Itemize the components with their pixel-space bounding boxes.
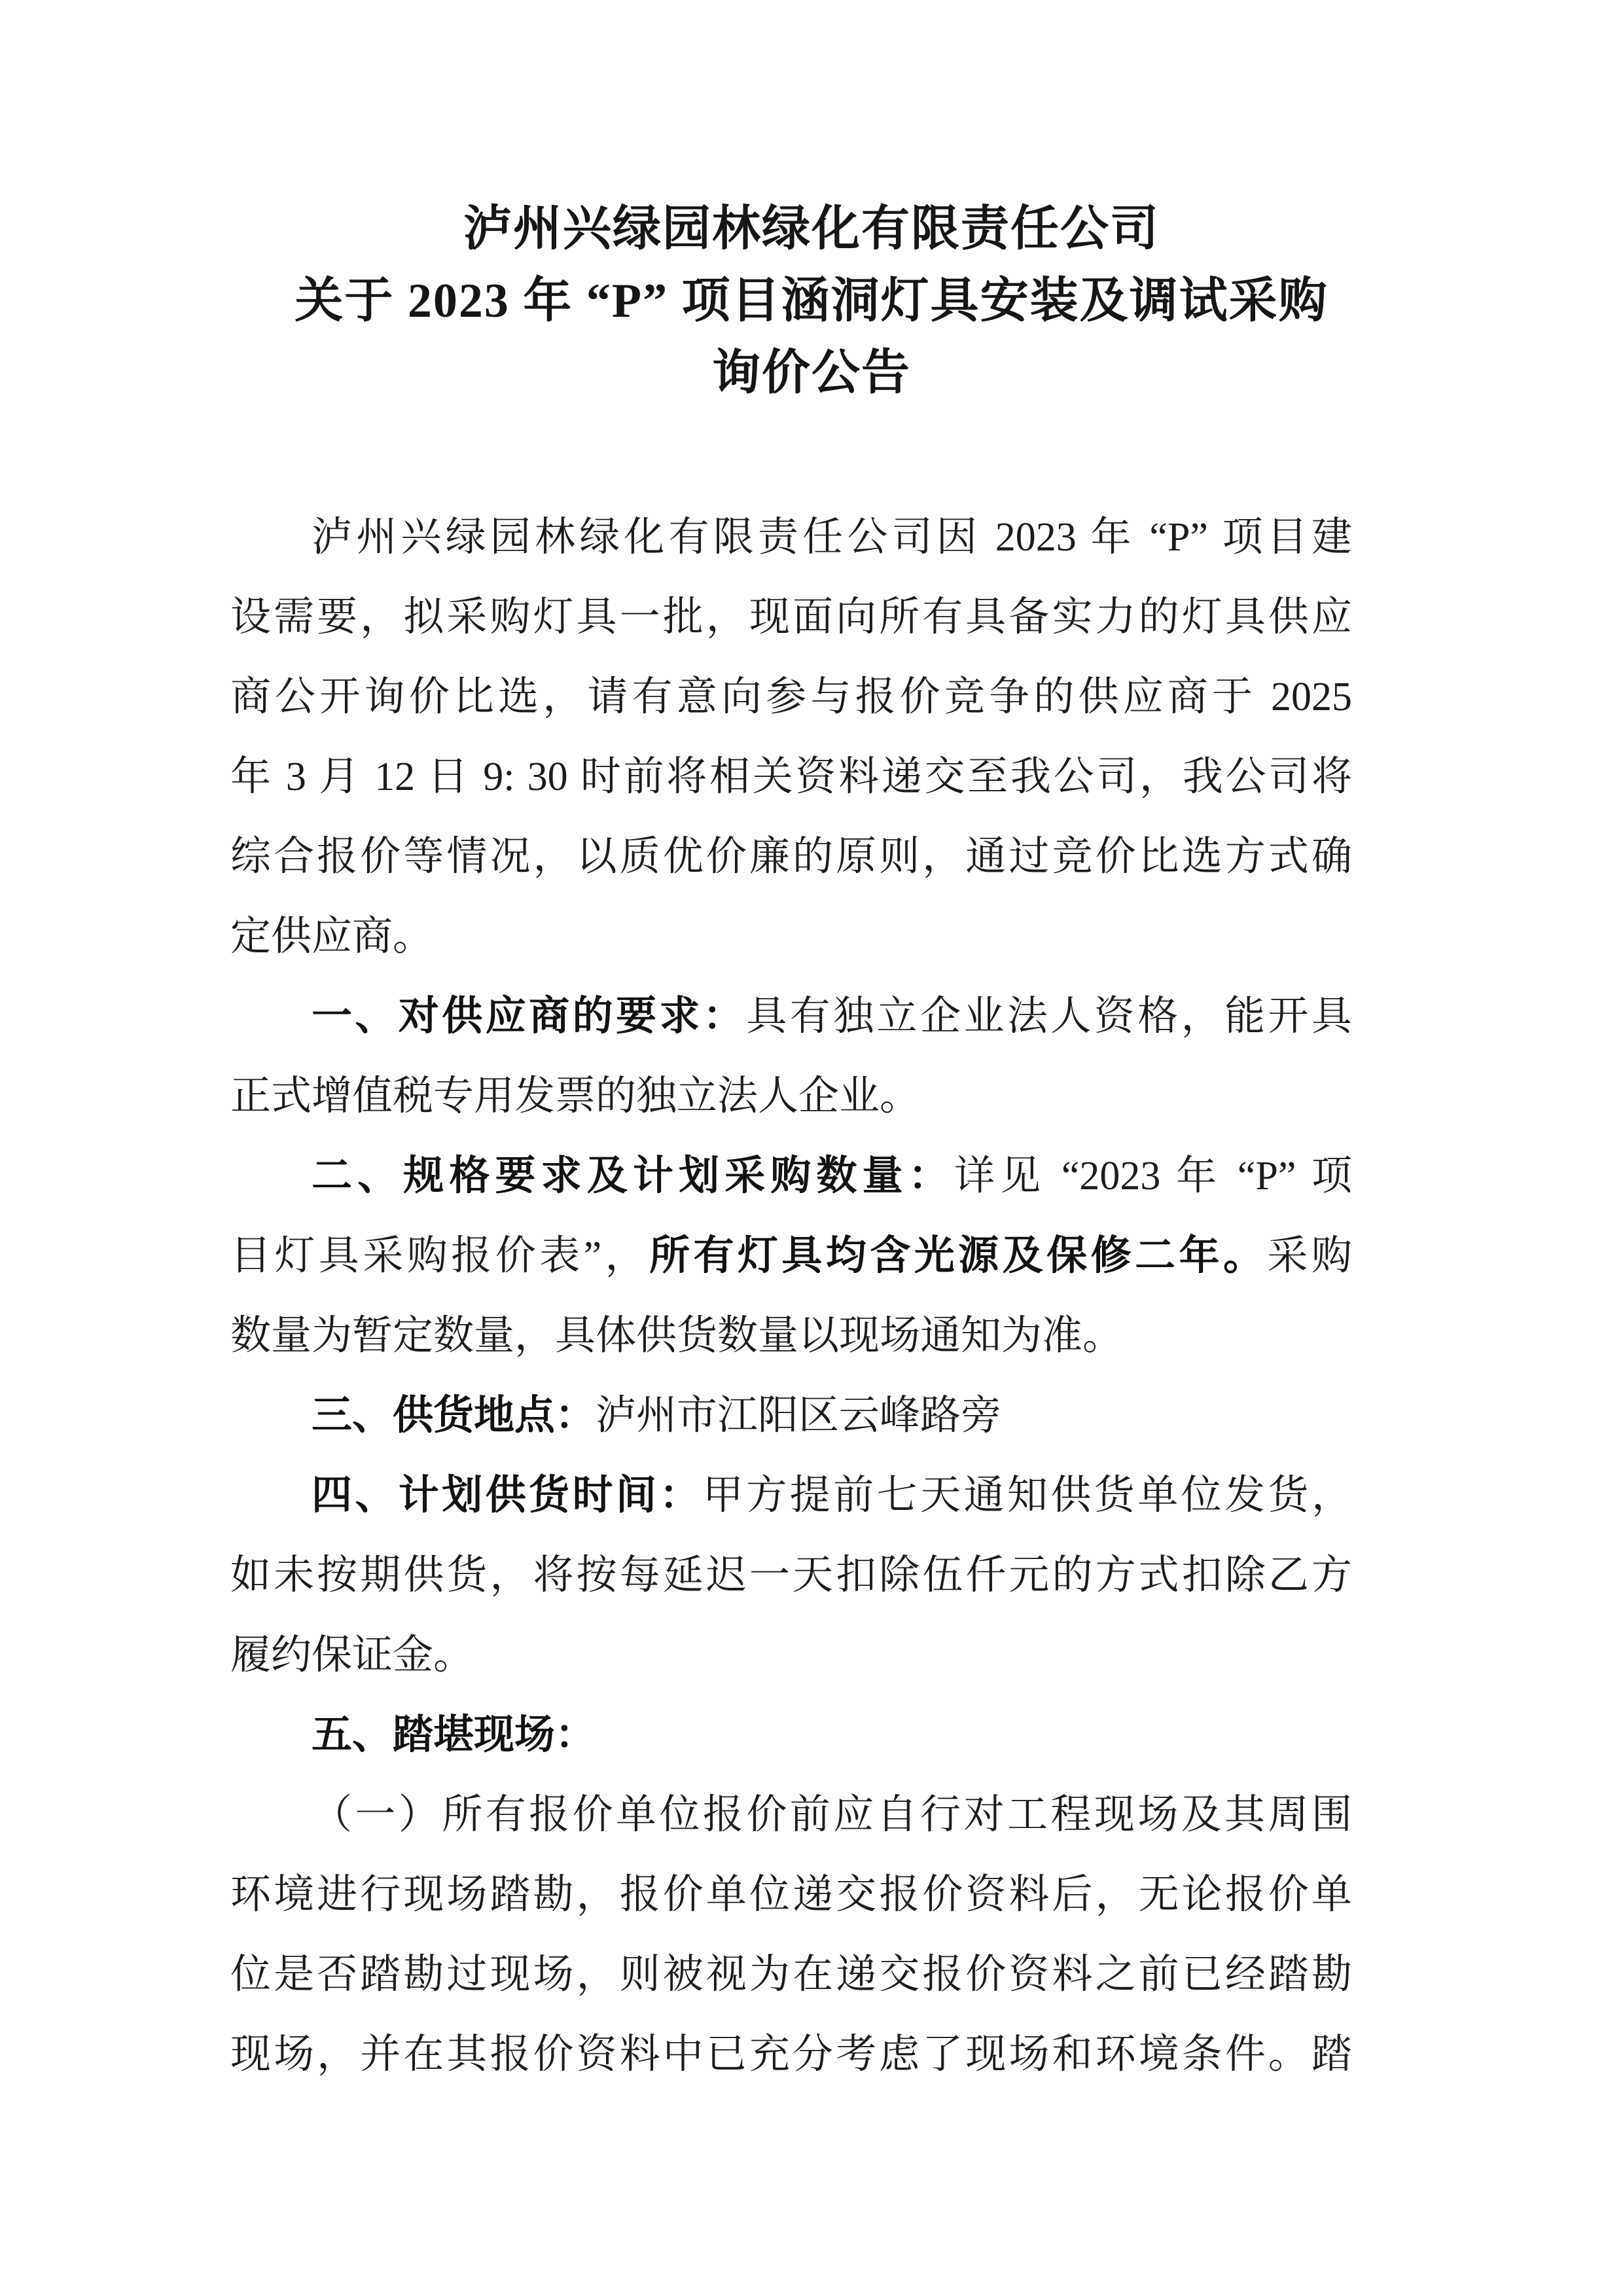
text-segment: 正式增值税专用发票的独立法人企业。: [230, 1074, 921, 1119]
body-line-4: [230, 737, 1352, 817]
body-line-8: [230, 1056, 1352, 1136]
text-segment: 泸州兴绿园林绿化有限责任公司因 2023 年 “P” 项目建: [312, 515, 1352, 560]
text-segment: 采购: [1267, 1234, 1352, 1278]
body-line-6: [230, 897, 1352, 977]
text-segment: 环境进行现场踏勘，报价单位递交报价资料后，无论报价单: [230, 1873, 1352, 1917]
body-line-10: [230, 1216, 1352, 1296]
body-line-17: [230, 1775, 1352, 1855]
text-segment: 如未按期供货，将按每延迟一天扣除伍仟元的方式扣除乙方: [230, 1553, 1352, 1598]
text-segment: 现场，并在其报价资料中已充分考虑了现场和环境条件。踏: [230, 2032, 1352, 2077]
body-line-12: [230, 1376, 1352, 1456]
text-segment: 综合报价等情况，以质优价廉的原则，通过竞价比选方式确: [230, 834, 1352, 879]
body-line-15: [230, 1615, 1352, 1695]
body-line-13: [230, 1456, 1352, 1535]
text-segment: 具有独立企业法人资格，能开具: [746, 994, 1352, 1039]
body-line-2: [230, 577, 1352, 657]
title-line-doc-type: 询价公告: [712, 346, 911, 400]
title-line-subject: 关于 2023 年 “P” 项目涵洞灯具安装及调试采购: [294, 274, 1329, 328]
body-line-18: [230, 1855, 1352, 1935]
body-line-9: [230, 1136, 1352, 1216]
bold-heading-segment: 四、计划供货时间：: [312, 1473, 703, 1518]
bold-heading-segment: 五、踏堪现场：: [312, 1713, 596, 1757]
body-line-11: [230, 1296, 1352, 1376]
bold-heading-segment: 二、规格要求及计划采购数量：: [312, 1154, 954, 1198]
body-line-16: [230, 1695, 1352, 1775]
text-segment: 详见 “2023 年 “P” 项: [954, 1154, 1352, 1198]
body-line-3: [230, 657, 1352, 737]
text-segment: 数量为暂定数量，具体供货数量以现场通知为准。: [230, 1314, 1124, 1358]
text-segment: 商公开询价比选，请有意向参与报价竞争的供应商于 2025: [230, 675, 1352, 719]
bold-heading-segment: 三、供货地点：: [312, 1393, 596, 1438]
bold-heading-segment: 一、对供应商的要求：: [312, 994, 747, 1039]
body-line-14: [230, 1535, 1352, 1615]
text-segment: （一）所有报价单位报价前应自行对工程现场及其周围: [312, 1793, 1352, 1837]
text-segment: 年 3 月 12 日 9: 30 时前将相关资料递交至我公司，我公司将: [230, 755, 1352, 799]
text-segment: 甲方提前七天通知供货单位发货，: [702, 1473, 1352, 1518]
text-segment: 目灯具采购报价表”，: [230, 1234, 650, 1278]
document-title: [0, 193, 1623, 409]
text-segment: 泸州市江阳区云峰路旁: [596, 1393, 1002, 1438]
body-line-1: [230, 497, 1352, 577]
text-segment: 定供应商。: [230, 914, 434, 959]
document-body: [230, 497, 1352, 2094]
body-line-7: [230, 977, 1352, 1056]
text-segment: 设需要，拟采购灯具一批，现面向所有具备实力的灯具供应: [230, 595, 1352, 639]
title-line-company: 泸州兴绿园林绿化有限责任公司: [463, 202, 1160, 256]
body-line-19: [230, 1935, 1352, 2015]
body-line-5: [230, 817, 1352, 897]
text-segment: 履约保证金。: [230, 1633, 474, 1677]
body-line-20: [230, 2015, 1352, 2094]
text-segment: 位是否踏勘过现场，则被视为在递交报价资料之前已经踏勘: [230, 1952, 1352, 1997]
bold-heading-segment: 所有灯具均含光源及保修二年。: [649, 1234, 1268, 1278]
